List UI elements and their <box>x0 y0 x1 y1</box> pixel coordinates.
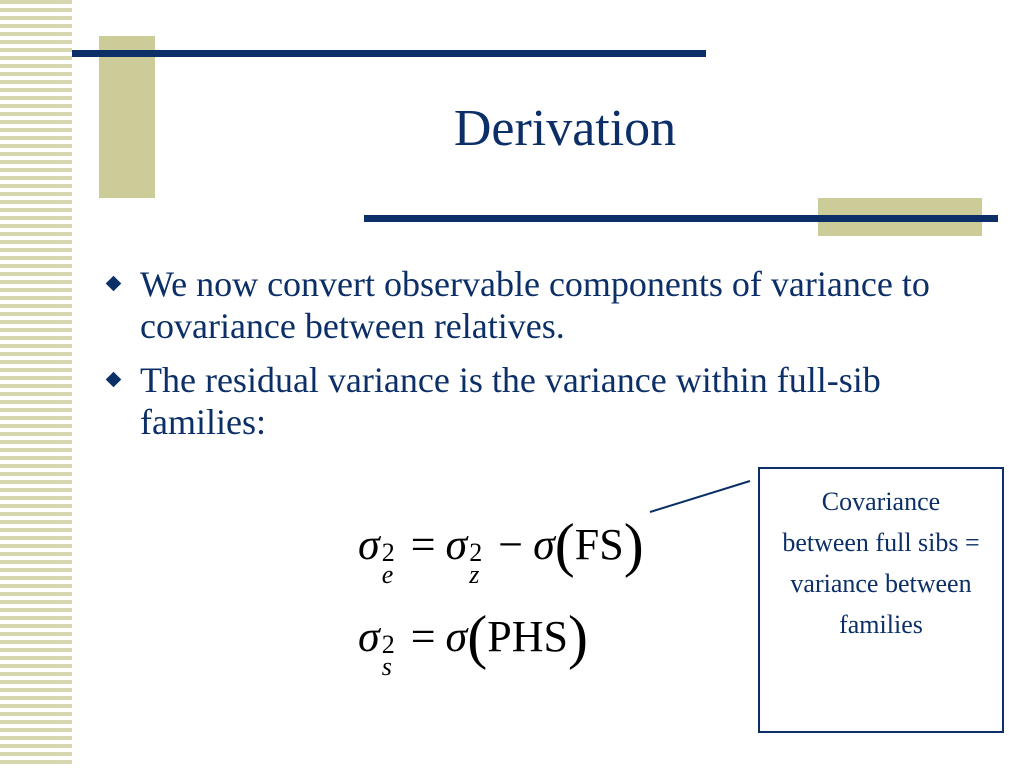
sigma-symbol: σ <box>533 520 555 569</box>
equals-sign: = <box>410 520 436 569</box>
sup-sub-stack <box>381 538 395 589</box>
callout-text: Covariance between full sibs = variance between families <box>782 487 980 639</box>
diamond-bullet-icon <box>106 276 122 292</box>
bullet-item <box>104 359 944 443</box>
sup-sub-stack <box>469 538 483 589</box>
subscript: s <box>381 652 392 681</box>
close-paren: ) <box>623 512 644 578</box>
bullet-item <box>104 263 944 347</box>
close-paren: ) <box>567 604 588 670</box>
equation-sire-variance <box>358 604 588 681</box>
equation-residual-variance <box>358 512 644 589</box>
covariance-argument: PHS <box>487 612 568 661</box>
subscript: e <box>381 560 394 589</box>
minus-sign: − <box>498 520 524 569</box>
sigma-symbol: σ <box>445 520 468 569</box>
sigma-symbol: σ <box>358 520 380 569</box>
superscript: 2 <box>381 630 395 659</box>
sigma-symbol: σ <box>358 612 380 661</box>
superscript: 2 <box>469 538 483 567</box>
sigma-symbol: σ <box>445 612 468 661</box>
sup-sub-stack <box>381 630 395 681</box>
equals-sign: = <box>410 612 436 661</box>
diamond-bullet-icon <box>106 372 122 388</box>
slide-title: Derivation <box>453 100 677 157</box>
open-paren: ( <box>467 604 488 670</box>
left-stripe-decoration <box>0 0 72 768</box>
superscript: 2 <box>381 538 395 567</box>
bullet-list <box>104 263 944 455</box>
open-paren: ( <box>554 512 575 578</box>
top-rule <box>72 50 706 57</box>
covariance-argument: FS <box>574 520 624 569</box>
bullet-text: We now convert observable components of variance to covariance between relatives. <box>140 264 930 346</box>
title-underline-rule <box>364 215 998 222</box>
callout-box <box>758 467 1004 733</box>
bullet-text: The residual variance is the variance within full-sib families: <box>140 360 881 442</box>
top-left-tan-block <box>99 36 155 198</box>
subscript: z <box>469 560 480 589</box>
